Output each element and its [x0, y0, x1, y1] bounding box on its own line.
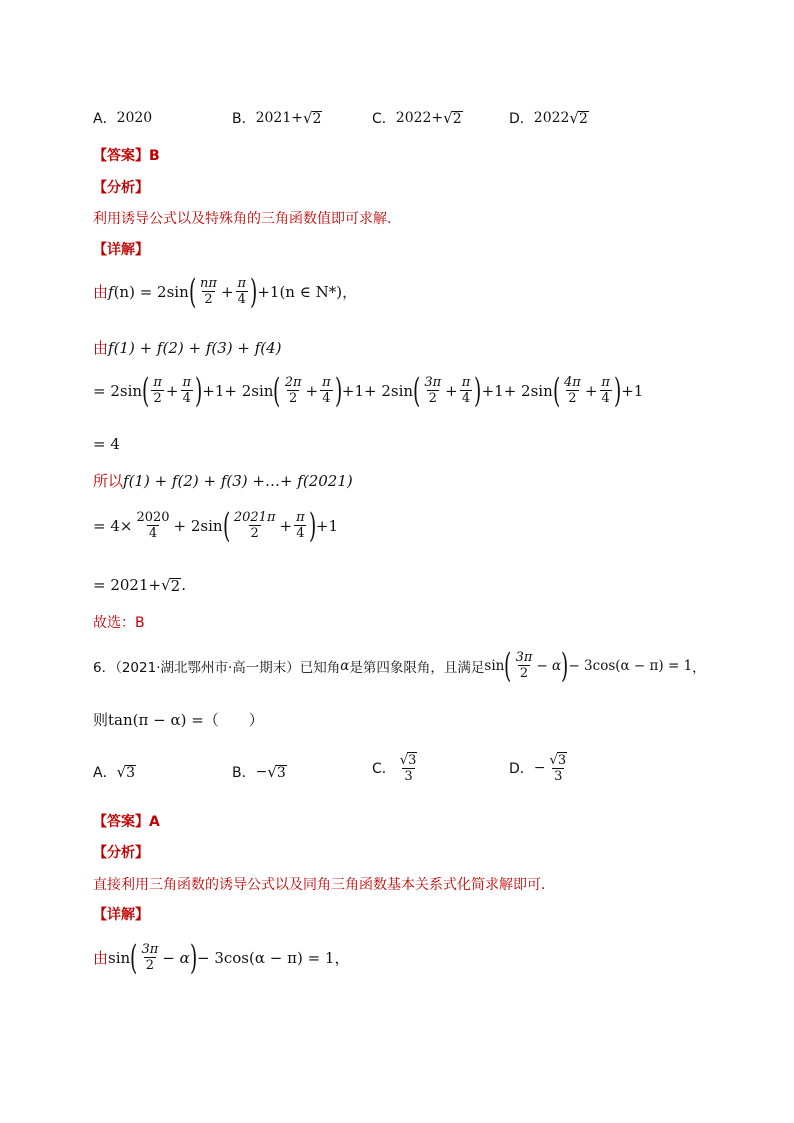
q5-line6-frac3: $\frac{\pi}{4}$: [296, 510, 305, 541]
q6-option-c: C． √ 3 3: [372, 753, 417, 784]
q6-stem-prefix: 6．（2021·湖北鄂州市·高一期末）已知角: [93, 659, 341, 676]
q5-analysis-tag: 【分析】: [93, 180, 149, 196]
q5-line1-tail: +1(n ∈ N*)，: [257, 283, 358, 301]
q5-answer: [93, 145, 160, 165]
q5-option-c-label: C．: [372, 111, 396, 127]
q5-detail-line6: = 4× $\frac{2020}{4}$ + 2sin ( $\frac{2021\pi}{2}$ + $\frac{\pi}{4}$ ) +1: [93, 505, 339, 546]
q5-detail-line7: = 2021+ √ 2 .: [93, 576, 186, 595]
q5-line3-term2: + 2sin ( $\frac{2\pi}{2}$ + $\frac{\pi}{4}$ ) +1: [224, 370, 365, 411]
q6-stem-frac: $\frac{3\pi}{2}$: [515, 650, 533, 681]
q5-detail-line1: 由 f (n) = 2sin ( $\frac{n\pi}{2}$ + $\frac{\pi}{4}$ ) +1(n ∈ N*)，: [93, 271, 358, 312]
q6-answer-tag: 【答案】: [93, 814, 149, 830]
q5-option-a: [93, 108, 152, 128]
q5-detail-line2: [93, 337, 282, 358]
q5-option-c-sqrt: √ 2: [443, 109, 462, 127]
q5-option-a-label: A．: [93, 111, 117, 127]
q5-option-a-value: 2020: [116, 110, 153, 126]
q5-option-d-sqrt: √ 2: [569, 109, 588, 127]
q5-line6-frac1: $\frac{2020}{4}$: [136, 510, 170, 541]
q6-alpha: α: [340, 657, 350, 674]
q5-line1-f: f: [108, 282, 114, 301]
q5-line1-frac1: $\frac{n\pi}{2}$: [200, 276, 217, 307]
q5-detail-line5: [93, 470, 353, 491]
q5-line3-term4: + 2sin ( $\frac{4\pi}{2}$ + $\frac{\pi}{4}$ ) +1: [503, 370, 644, 411]
q5-detail-tag: 【详解】: [93, 242, 149, 258]
q6-stem-mid: 是第四象限角，且满足: [349, 659, 485, 676]
q5-line5-expr: f(1) + f(2) + f(3) +…+ f(2021): [123, 471, 353, 490]
q5-option-b-pre: 2021+: [255, 110, 303, 126]
q5-line1-prefix: 由: [93, 283, 109, 301]
q5-option-d-radicand: 2: [578, 111, 588, 127]
q5-answer-value: B: [149, 148, 160, 164]
q6-option-a: A． √ 3: [93, 763, 136, 781]
q6-stem2-expr: tan(π − α) =: [108, 710, 204, 729]
q6-answer-value: A: [149, 814, 160, 830]
q5-line2-expr: f(1) + f(2) + f(3) + f(4): [108, 338, 282, 357]
q5-option-c-radicand: 2: [452, 111, 462, 127]
q5-answer-tag: 【答案】: [93, 148, 149, 164]
q5-option-b-radicand: 2: [312, 111, 322, 127]
q5-line6-frac2: $\frac{2021\pi}{2}$: [233, 510, 276, 541]
q6-answer: [93, 811, 160, 831]
q5-detail-line3: [93, 370, 644, 411]
q6-detail-line1: 由 sin ( $\frac{3\pi}{2}$ − α ) − 3cos(α − π) = 1，: [93, 937, 350, 978]
q5-analysis-text: 利用诱导公式以及特殊角的三角函数值即可求解.: [93, 211, 392, 227]
q5-option-d-pre: 2022: [533, 110, 570, 126]
q5-line1-frac2: $\frac{\pi}{4}$: [237, 276, 247, 307]
q6-analysis-text: 直接利用三角函数的诱导公式以及同角三角函数基本关系式化简求解即可．: [93, 877, 555, 893]
q5-line5-prefix: 所以: [93, 472, 124, 490]
q5-line2-prefix: 由: [93, 339, 109, 357]
q6-option-b: B． − √ 3: [232, 763, 286, 781]
q5-option-b: [232, 108, 322, 128]
q5-option-d-label: D．: [509, 111, 534, 127]
q5-line3-term3: + 2sin ( $\frac{3\pi}{2}$ + $\frac{\pi}{4}$ ) +1: [364, 370, 504, 411]
q6-stem-line1: 6．（2021·湖北鄂州市·高一期末）已知角 α 是第四象限角，且满足 sin ( $\frac{3\pi}{2}$ − α ) − 3cos(α − π) = 1 ，: [93, 645, 706, 686]
q5-option-c-pre: 2022+: [395, 110, 444, 126]
q5-line1-mid: (n) = 2sin: [113, 282, 189, 301]
q5-option-b-label: B．: [232, 111, 256, 127]
q6-detail-tag: 【详解】: [93, 907, 149, 923]
q5-option-c: [372, 108, 463, 128]
q5-conclusion: 故选：B: [93, 615, 145, 631]
q5-line3-term1: = 2sin ( $\frac{\pi}{2}$ + $\frac{\pi}{4}$ ) +1: [93, 370, 225, 411]
q5-detail-line4: = 4: [93, 435, 120, 453]
q6-option-d: D． − √ 3 3: [509, 753, 567, 784]
q6-analysis-tag: 【分析】: [93, 845, 149, 861]
q5-option-b-sqrt: √ 2: [302, 109, 322, 127]
q5-option-d: [509, 108, 589, 128]
q6-stem-line2: 则 tan(π − α) = （ ）: [93, 710, 264, 729]
